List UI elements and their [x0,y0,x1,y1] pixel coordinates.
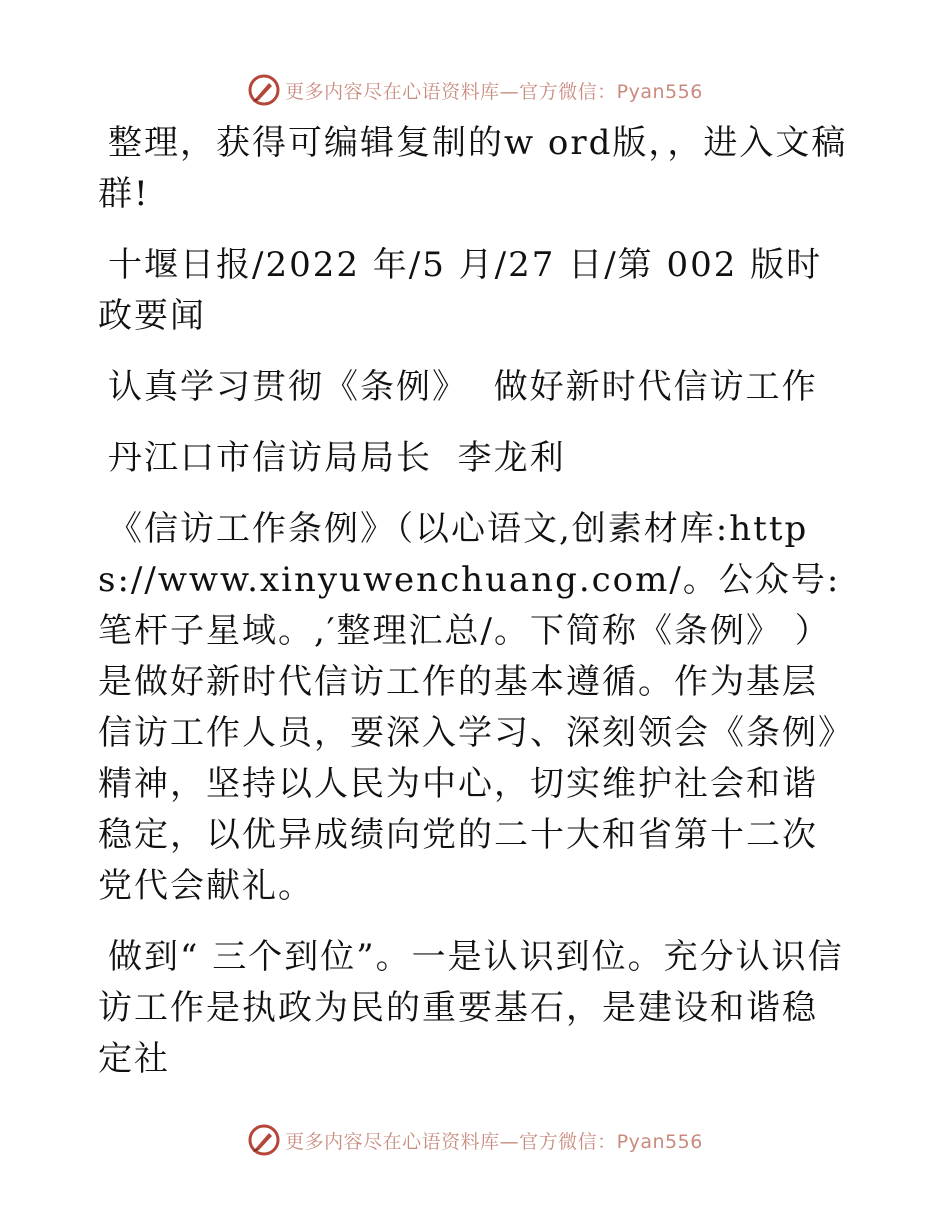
document-body [98,118,852,1105]
body-paragraph-2: 做到“ 三个到位”。一是认识到位。充分认识信访工作是执政为民的重要基石，是建设和谐稳定社 [98,937,844,1079]
header-watermark [0,70,950,110]
body-paragraph-1: 《信访工作条例》（以心语文,创素材库:https://www.xinyuwenchuang.com/。公众号: 笔杆子星域。,′整理汇总/。下简称《条例》 ）是做好新时代信访工作的基本遵循。作为基层信访工作人员，要深入学习、深刻领会《条例》精神，坚持以人民为中心，切实维护社会和谐稳定，以优异成绩向党的二十大和省第十二次党代会献礼。 [98,509,841,906]
intro-paragraph: 整理，获得可编辑复制的w ord版，，进入文稿群! [98,123,848,214]
watermark-text: 更多内容尽在心语资料库—官方微信：Pyan556 [285,80,703,103]
pen-logo-icon [247,73,281,107]
article-title: 认真学习贯彻《条例》 做好新时代信访工作 [108,367,818,407]
source-line: 十堰日报/2022 年/5 月/27 日/第 002 版时政要闻 [98,245,823,336]
watermark-text: 更多内容尽在心语资料库—官方微信：Pyan556 [285,1130,703,1153]
author-line: 丹江口市信访局局长 李龙利 [108,438,566,478]
pen-logo-icon [247,1123,281,1157]
footer-watermark [0,1120,950,1160]
